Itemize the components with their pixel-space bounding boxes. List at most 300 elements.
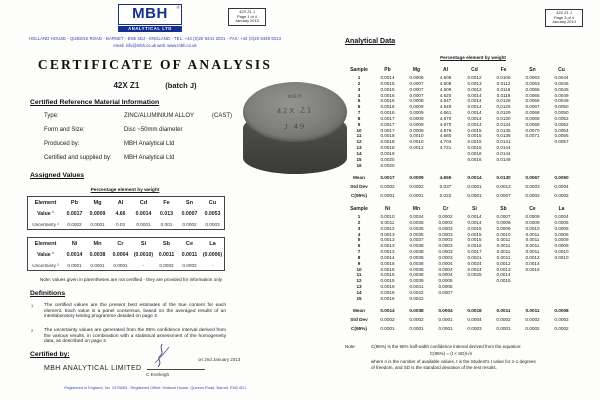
table-cell: 0.0013 [380,237,395,243]
table-cell: 0.0007 [409,80,424,86]
table-cell: 0.0008 [409,98,424,104]
table-cell: (0.0010) [133,251,154,258]
table-cell: 0.0004 [438,272,453,278]
table-cell: 4.670 [439,115,452,121]
crm-value: Disc ~50mm diameter [124,127,183,133]
table-cell: 0.0057 [554,139,569,145]
table-cell: Mean [353,175,365,180]
table-cell: 0.0001 [409,193,424,199]
table-cell: 0.0012 [380,225,395,231]
table-cell: 0.0046 [554,86,569,92]
table-cell: 0.0014 [467,214,482,219]
table-cell: Ce [529,206,536,212]
table-cell: 1 [357,75,361,80]
table-cell: 0.0038 [409,266,424,272]
table-cell: 0.0001 [380,193,395,199]
table-cell: Std Dev [350,184,368,190]
table-cell: Mn [93,240,102,247]
table-cell: 0.0009 [409,121,424,127]
table-cell: Sn [185,199,194,206]
table-cell: La [558,206,565,212]
table-cell: 0.0002 [554,317,569,323]
table-cell: 0.0016 [467,150,482,156]
table-cell: 0.0001 [409,326,424,332]
assigned-values-table-2 [27,237,225,271]
table-cell: 0.0009 [554,243,569,249]
table-cell: 0.0007 [409,86,424,92]
table-cell: 0.001 [160,221,173,227]
crm-label: Certified and supplied by: [44,155,112,161]
table-cell: 4.655 [439,175,452,180]
table-cell: Fe [500,67,507,73]
table-cell: 0.0013 [467,80,482,86]
table-cell: 0.0016 [380,289,395,295]
batch-label: (batch J) [165,81,197,90]
table-cell: 0.0105 [496,75,511,80]
table-cell: 0.0130 [496,115,511,121]
table-cell: 0.0002 [380,317,395,323]
table-cell: 0.0002 [380,184,395,190]
table-cell: 0.0021 [467,254,482,260]
table-cell: 0.0015 [467,225,482,231]
table-cell: 0.0010 [409,139,424,145]
table-cell: 0.0018 [467,308,482,313]
table-cell: 0.0038 [409,249,424,255]
table-cell: 0.0038 [409,272,424,278]
table-cell: 0.0011 [496,243,511,249]
table-cell: 0.0003 [438,225,453,231]
ref-date: January 2013 [552,19,576,25]
table-cell: 0.0071 [525,133,540,139]
table-cell: 0.0013 [496,184,511,190]
table-cell: 0.0014 [467,175,482,180]
logo-subtitle: ANALYTICAL LTD [118,26,182,32]
table-cell: 0.0005 [438,284,453,290]
table-cell: 0.0013 [380,231,395,237]
table-cell: 0.0010 [409,133,424,139]
table-cell: 0.0144 [496,145,511,151]
table-cell: 7 [357,110,361,116]
table-cell: 0.0012 [409,145,424,151]
table-cell: Si [140,240,147,247]
table-cell: Element [34,240,57,247]
table-cell: 0.0010 [554,249,569,255]
table-cell: 0.0010 [554,254,569,260]
table-cell: Element [34,199,57,206]
table-cell: 4.66 [115,210,126,217]
table-cell: 0.0015 [496,278,511,284]
table-cell: 0.0004 [112,251,129,258]
table-cell: 0.0001 [438,326,453,332]
registered-trademark-icon: ® [176,5,180,10]
table-cell: 11 [356,272,362,278]
table-cell: 0.0018 [380,139,395,145]
table-cell: 0.0001 [467,184,482,190]
table-cell: 0.0130 [496,175,511,180]
table-cell: 9 [357,121,361,127]
table-cell: 0.0007 [496,193,511,199]
table-cell: 4.721 [439,145,452,151]
table-cell: 0.0017 [66,210,83,217]
table-cell: 0.0004 [554,184,569,190]
table-cell: Value ¹ [37,210,54,217]
table-cell: 0.0053 [204,210,221,217]
table-cell: 0.0049 [554,92,569,98]
table-cell: Uncertainty ² [32,262,59,268]
logo-wordmark [118,4,182,25]
table-row [345,205,577,213]
mbh-logo [118,4,182,32]
table-cell [460,163,489,169]
table-cell: 0.022 [439,193,452,199]
table-cell: 0.0004 [438,260,453,266]
table-cell: 0.0002 [525,317,540,323]
table-cell: 0.0009 [554,237,569,243]
table-cell: 14 [356,150,362,156]
table-cell: 0.0016 [467,243,482,249]
table-cell: 0.0001 [496,326,511,332]
table-cell: 5 [357,98,361,104]
table-cell: 0.0010 [380,214,395,219]
table-cell: 0.0007 [438,289,453,295]
table-cell: 0.0008 [554,308,569,313]
table-cell: 0.0014 [380,75,395,80]
table-cell: 0.0001 [67,262,82,268]
table-cell: 0.0016 [525,266,540,272]
company-contact: email: info@mbh.co.uk web: www.mbh.co.uk [113,43,197,48]
table-row [345,315,577,324]
table-cell: Pb [384,67,391,73]
table-cell: 0.0007 [409,92,424,98]
table-cell: 16 [356,162,362,168]
table-cell [547,163,576,169]
table-cell: 0.0015 [380,266,395,272]
table-cell: 0.0013 [496,266,511,272]
table-cell: 6 [357,104,361,110]
table-cell: 0.0037 [409,237,424,243]
table-cell: 0.0112 [496,80,511,86]
parentheses-note: Note: values given in parentheses are not certified - they are provided for information only [40,277,223,282]
analytical-table-b-header [345,205,577,213]
table-cell: 0.0002 [554,326,569,332]
table-cell: 0.0003 [438,249,453,255]
table-cell: 4.649 [439,104,452,110]
definition-1-marker: 1 [31,303,34,308]
table-cell: 0.0014 [467,98,482,104]
note-formula: C(95%) = (t × SD)/√n [429,351,473,356]
table-cell: 0.0003 [438,231,453,237]
crm-value: MBH Analytical Ltd [124,141,175,147]
table-cell: 0.0018 [380,145,395,151]
analytical-table-a-summary [345,173,577,201]
table-cell: 0.0005 [438,278,453,284]
table-cell: 4.605 [439,75,452,80]
table-cell: 9 [357,260,361,266]
disc-engraving-batch: J 49 [283,121,307,132]
table-cell: 0.0014 [467,104,482,110]
page1-reference-box [228,8,266,26]
table-cell: 0.0003 [467,326,482,332]
table-row [345,173,577,182]
table-cell: 0.0005 [554,219,569,225]
table-row [28,197,224,208]
note-line-3: of freedom, and SD is the standard deviation of the test results. [371,365,497,370]
table-cell: 0.0014 [66,251,83,258]
table-cell: 0.0011 [380,219,395,225]
table-cell: 0.0007 [181,210,198,217]
table-cell: Pb [70,199,79,206]
table-cell: 0.0011 [525,231,540,237]
table-cell: 0.0135 [496,127,511,133]
table-cell: Cr [117,240,124,247]
table-cell: 4.704 [439,139,452,145]
table-cell: 0.0039 [409,278,424,284]
table-cell: 10 [356,127,362,133]
table-cell: 0.0011 [525,237,540,243]
table-cell: 0.0015 [467,237,482,243]
table-cell: 0.0001 [90,262,105,268]
table-cell: 0.0015 [467,127,482,133]
table-cell: Al [443,67,448,73]
table-cell: 4.680 [439,133,452,139]
table-cell: Cu [558,67,565,73]
table-cell: 0.0003 [438,237,453,243]
table-cell: 0.0004 [438,266,453,272]
table-cell: Sb [500,206,507,212]
table-cell: 14 [356,289,362,295]
table-cell: 0.013 [160,210,173,217]
table-cell: 0.0014 [496,272,511,278]
table-cell: 0.0015 [467,231,482,237]
table-cell: 0.0011 [525,243,540,249]
signature-image [146,343,180,371]
table-cell: C(95%) [351,193,367,199]
table-cell: 0.0011 [496,237,511,243]
pct-by-weight-heading-1: Percentage element by weight [90,188,160,193]
table-cell: 2 [357,219,361,225]
table-cell: 0.0002 [438,214,453,219]
table-cell: 0.0069 [525,121,540,127]
table-cell: 0.0003 [438,243,453,249]
ref-page: Page 1 of 4 [237,13,257,19]
table-cell: 0.0034 [409,214,424,219]
table-cell: 0.0002 [525,193,540,199]
table-cell: 0.0009 [525,214,540,219]
table-cell: 0.0013 [380,249,395,255]
table-cell: 0.0126 [496,104,511,110]
table-cell: 0.037 [439,184,452,190]
table-cell: 15 [356,156,362,162]
table-cell: 0.0067 [525,104,540,110]
crm-label: Form and Size: [44,127,85,133]
table-cell: Sample [350,67,368,73]
definition-1-text: The certified values are the present best estimates of the true content for each element. Each value is a panel consensus, based on the averaged results of an interlaboratory testing programme detailed on page 3. [44,303,226,320]
table-cell: 0.0016 [380,92,395,98]
table-cell: Cr [442,206,449,212]
table-cell: 10 [356,266,362,272]
table-cell: 0.0044 [554,75,569,80]
table-cell: 0.0054 [554,127,569,133]
table-row [345,163,577,169]
table-cell: 0.0038 [409,308,424,313]
table-row [345,191,577,200]
table-row [345,324,577,333]
table-cell: 0.0003 [438,254,453,260]
table-cell: 0.0011 [496,308,511,313]
table-cell: 0.0024 [467,260,482,266]
table-cell: 8 [357,254,361,260]
table-cell: 0.0118 [496,92,511,98]
crm-value: ZINC/ALUMINIUM ALLOY [124,113,195,119]
table-cell: 0.0002 [182,262,197,268]
analytical-table-a-body [345,75,577,169]
definitions-heading: Definitions [30,290,66,297]
table-cell: Al [117,199,124,206]
table-cell: 0.0038 [409,260,424,266]
table-cell: 0.0042 [409,295,424,301]
table-cell [489,296,518,302]
logo-text: MBH [132,5,168,22]
table-cell: 0.0050 [554,175,569,180]
table-row [345,296,577,302]
table-cell: 0.0065 [525,92,540,98]
table-cell: 0.0009 [409,127,424,133]
table-cell [402,163,431,169]
table-cell: 0.0016 [380,295,395,301]
table-cell: 0.0055 [554,133,569,139]
table-cell: 0.0025 [467,272,482,278]
table-cell: 3 [357,225,361,231]
table-cell: 0.0001 [467,193,482,199]
table-cell: 0.0011 [525,308,540,313]
table-row [28,260,224,270]
table-cell: 0.0035 [409,231,424,237]
table-cell: 5 [357,237,361,243]
table-cell: 0.0014 [525,260,540,266]
table-cell: La [209,240,216,247]
table-cell [489,163,518,169]
table-cell: 0.0116 [496,86,511,92]
table-cell: 0.0010 [496,231,511,237]
definition-2-text: The uncertainty values are generated from the 95% confidence interval derived from the various results, in combination with a statistical assessment of the homogeneity data, as described on page 2. [44,328,226,345]
table-cell: 0.0067 [525,175,540,180]
table-cell: 0.0014 [380,308,395,313]
ref-product: 42X Z1 J [556,10,572,15]
table-row [28,238,224,249]
table-cell: Ni [385,206,390,212]
table-cell: 4.609 [439,86,452,92]
table-cell: Mg [412,67,421,73]
table-cell: 0.0016 [380,104,395,110]
table-cell: 0.0020 [380,156,395,162]
registration-footer: Registered in England, No. 1575853 - Registered Office: Holland House, Queens Road, Barnet, EN5 4DJ [64,385,246,390]
table-cell: 3 [357,86,361,92]
table-cell: 4.670 [439,121,452,127]
table-cell: 0.0001 [113,262,128,268]
pct-by-weight-heading-2: Percentage element by weight [440,55,506,60]
table-cell: 0.0125 [496,98,511,104]
table-cell: 4.676 [439,127,452,133]
table-cell: Mn [412,206,421,212]
table-cell: 0.0066 [525,98,540,104]
table-cell: 7 [357,249,361,255]
table-cell: 0.0144 [496,150,511,156]
disc-engraving-code: 42X Z1 [276,105,314,116]
table-cell: 0.0016 [380,284,395,290]
table-cell: 0.0063 [525,75,540,80]
table-cell: 0.0035 [409,225,424,231]
table-cell: 0.0050 [554,104,569,110]
table-cell: - [211,262,214,268]
assigned-values-heading: Assigned Values [30,172,85,179]
table-cell: 0.0004 [467,317,482,323]
table-cell: 0.0017 [467,249,482,255]
table-cell: 0.0042 [409,289,424,295]
note-line-2: where n is the number of available values, t is the Student's t value for n-1 degrees [371,359,536,364]
table-cell: 0.0052 [554,121,569,127]
table-cell: 0.0065 [525,86,540,92]
table-cell: 0.0008 [496,219,511,225]
company-address: HOLLAND HOUSE - QUEENS ROAD - BARNET - EN5 4DJ - ENGLAND - TEL: +44 (0)20 8441 2031 - FAX: +44 (0)20 8449 6313 [28,36,282,41]
table-cell: 12 [356,139,362,145]
table-row [345,182,577,191]
table-cell [547,296,576,302]
table-cell: 0.0015 [380,86,395,92]
table-cell: 15 [356,295,362,301]
table-cell: - [142,262,145,268]
table-cell: 4.661 [439,110,452,116]
table-cell: Cd [139,199,148,206]
crm-extra: (CAST) [212,113,232,119]
table-cell: 0.0005 [554,225,569,231]
table-cell: 0.0011 [525,249,540,255]
table-row [28,208,224,219]
table-cell: 0.0009 [409,115,424,121]
crm-info-heading: Certified Reference Material Information [30,99,160,106]
table-cell: 0.0014 [135,210,152,217]
company-signature-line [44,365,205,372]
ref-product: 42X Z1 J [239,9,255,14]
table-cell: 2 [357,80,361,86]
table-cell: 0.0001 [90,221,105,227]
table-cell: 0.0017 [380,115,395,121]
definition-2-marker: 2 [31,328,34,333]
table-cell: 6 [357,243,361,249]
table-row [28,249,224,260]
table-cell: 0.0002 [409,184,424,190]
table-cell: 0.0015 [380,278,395,284]
table-cell: 0.0038 [409,243,424,249]
table-cell: 0.0138 [496,133,511,139]
table-cell: 0.0009 [409,110,424,116]
table-cell: Si [472,206,477,212]
crm-label: Produced by: [44,141,80,147]
page-title: CERTIFICATE OF ANALYSIS [37,57,273,72]
table-cell: 0.0011 [496,254,511,260]
table-cell: 0.0017 [380,127,395,133]
table-cell: 0.0002 [159,262,174,268]
table-cell: 0.0002 [182,221,197,227]
table-cell: 0.0015 [380,80,395,86]
table-cell: 4 [357,231,361,237]
table-cell: 0.0070 [525,127,540,133]
ref-page: Page 3 of 4 [554,14,574,20]
table-cell: 0.0001 [136,221,151,227]
table-cell: (0.0006) [202,251,223,258]
analytical-table-b-summary [345,306,577,334]
table-cell: 0.0011 [158,251,175,258]
table-cell: 0.0009 [89,210,106,217]
